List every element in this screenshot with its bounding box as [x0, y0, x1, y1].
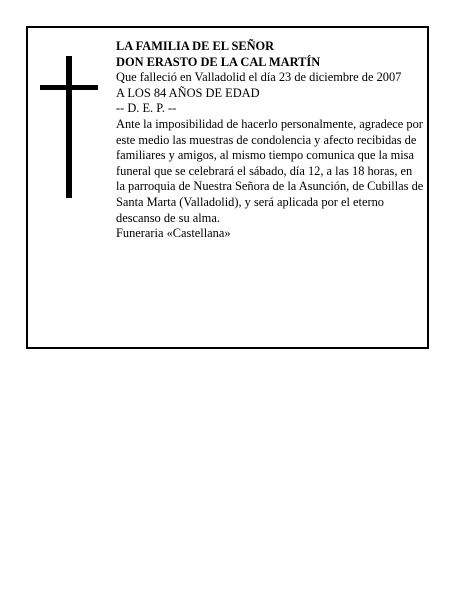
notice-heading-line-1: LA FAMILIA DE EL SEÑOR	[116, 39, 275, 53]
cross-horizontal-bar	[40, 85, 98, 90]
obituary-notice	[26, 26, 429, 349]
age-line: A LOS 84 AÑOS DE EDAD	[116, 85, 260, 100]
death-date-line: Que falleció en Valladolid el día 23 de diciembre de 2007	[116, 70, 402, 85]
cross-icon	[40, 56, 98, 198]
notice-text	[116, 39, 424, 242]
notice-heading-line-2: DON ERASTO DE LA CAL MARTÍN	[116, 54, 321, 69]
notice-body: Ante la imposibilidad de hacerlo personalmente, agradece por este medio las muestras de condolencia y afecto recibidas de familiares y amigos, al mismo tiempo comunica que la misa funeral que se celebrará el sábado, día 12, a las 18 horas, en la parroquia de Nuestra Señora de la Asunción, de Cubillas de Santa Marta (Valladolid), y será aplicada por el eterno descanso de su alma.	[116, 116, 424, 225]
cross-vertical-bar	[66, 56, 72, 198]
rip-line: -- D. E. P. --	[116, 101, 177, 116]
funeral-home-line: Funeraria «Castellana»	[116, 226, 231, 241]
